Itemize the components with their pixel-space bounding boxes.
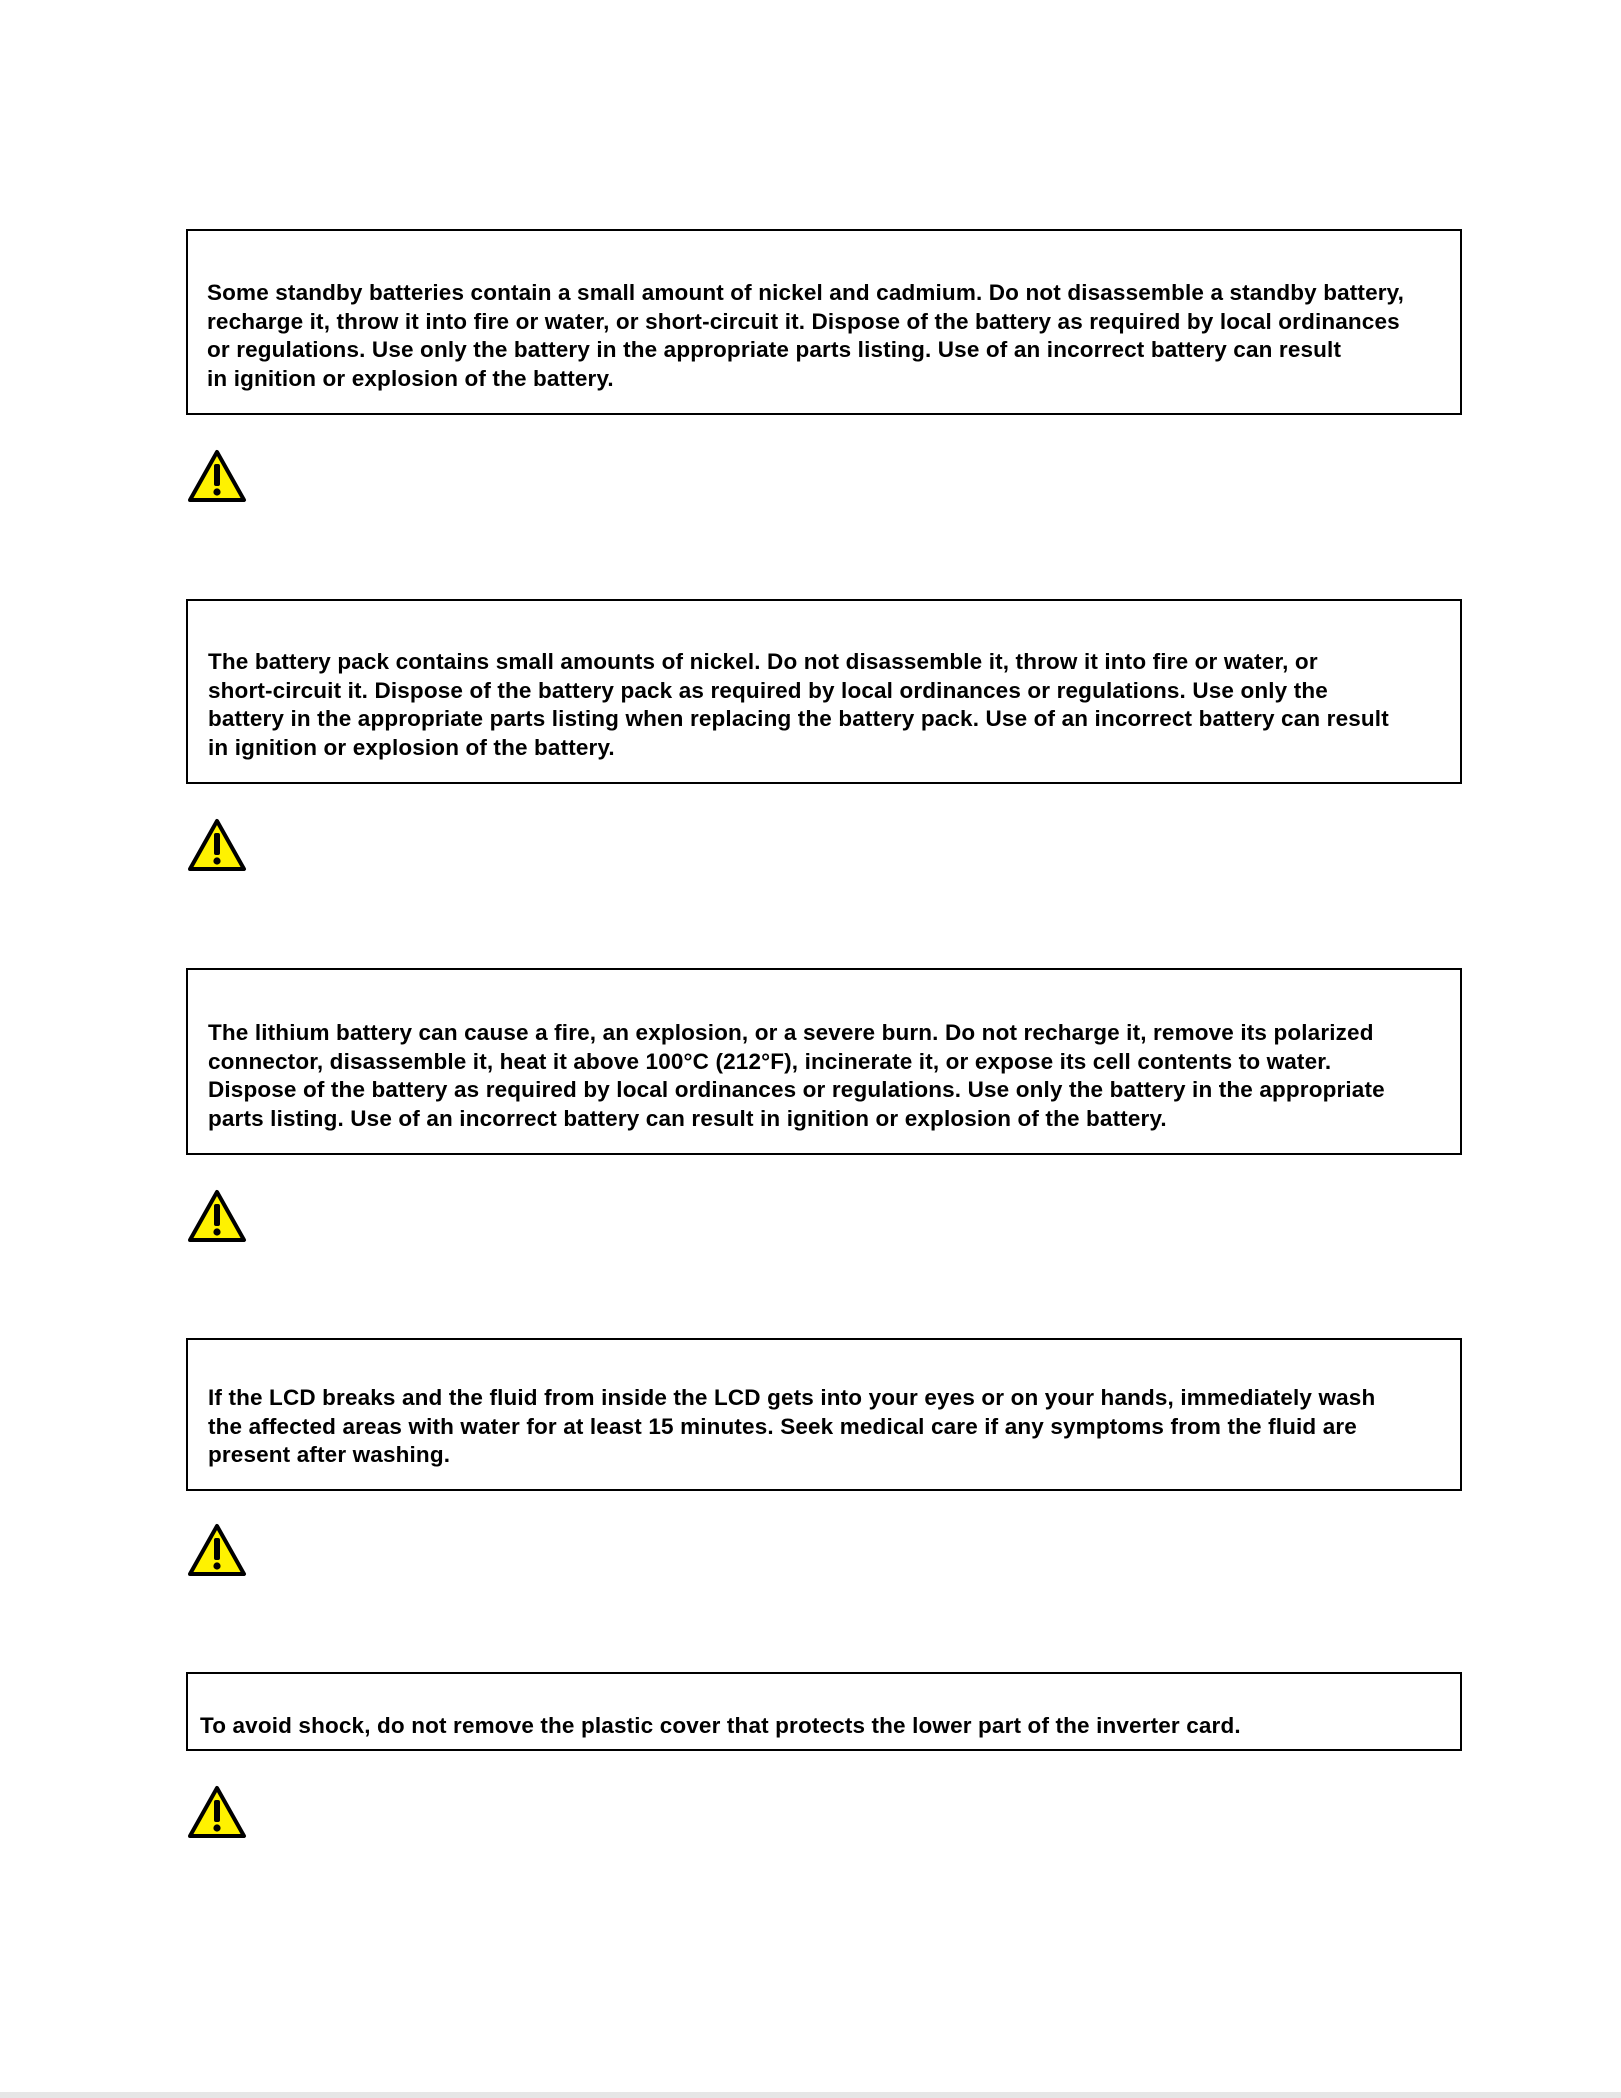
notice-line: battery in the appropriate parts listing when replacing the battery pack. Use of an incorrect battery can result bbox=[208, 706, 1389, 731]
notice-text bbox=[207, 279, 1460, 393]
notice-line: present after washing. bbox=[208, 1442, 451, 1467]
notice-line: the affected areas with water for at least 15 minutes. Seek medical care if any symptoms from the fluid are bbox=[208, 1413, 1357, 1439]
notice-line: The battery pack contains small amounts of nickel. Do not disassemble it, throw it into fire or water, or bbox=[208, 649, 1318, 674]
notice-line: short-circuit it. Dispose of the battery pack as required by local ordinances or regulations. Use only the bbox=[208, 677, 1328, 703]
page-bottom-edge bbox=[0, 2092, 1621, 2098]
notice-standby-battery bbox=[186, 229, 1462, 415]
notice-line: or regulations. Use only the battery in the appropriate parts listing. Use of an incorrect battery can result bbox=[207, 337, 1342, 362]
notice-text bbox=[208, 1384, 1460, 1470]
notice-line: recharge it, throw it into fire or water, or short-circuit it. Dispose of the battery as required by local ordinances bbox=[207, 308, 1400, 334]
notice-inverter-shock bbox=[186, 1672, 1462, 1751]
warning-triangle-icon bbox=[186, 817, 248, 873]
notice-line: parts listing. Use of an incorrect battery can result in ignition or explosion of the battery. bbox=[208, 1105, 1167, 1131]
warning-triangle-icon bbox=[186, 1188, 248, 1244]
notice-text bbox=[208, 1019, 1460, 1133]
notice-lithium-battery bbox=[186, 968, 1462, 1155]
notice-battery-pack bbox=[186, 599, 1462, 784]
notice-line: Dispose of the battery as required by local ordinances or regulations. Use only the battery in the appropriate bbox=[208, 1077, 1385, 1102]
notice-lcd-fluid bbox=[186, 1338, 1462, 1491]
warning-triangle-icon bbox=[186, 448, 248, 504]
notice-line: To avoid shock, do not remove the plastic cover that protects the lower part of the inverter card. bbox=[200, 1713, 1241, 1738]
notice-line: in ignition or explosion of the battery. bbox=[208, 734, 615, 760]
notice-line: Some standby batteries contain a small amount of nickel and cadmium. Do not disassemble a standby battery, bbox=[207, 280, 1405, 305]
notice-text bbox=[200, 1712, 1460, 1741]
warning-triangle-icon bbox=[186, 1522, 248, 1578]
notice-text bbox=[208, 648, 1460, 762]
warning-triangle-icon bbox=[186, 1784, 248, 1840]
notice-line: If the LCD breaks and the fluid from inside the LCD gets into your eyes or on your hands, immediately wash bbox=[208, 1385, 1376, 1410]
notice-line: connector, disassemble it, heat it above 100°C (212°F), incinerate it, or expose its cell contents to water. bbox=[208, 1048, 1332, 1074]
notice-line: in ignition or explosion of the battery. bbox=[207, 365, 614, 391]
notice-line: The lithium battery can cause a fire, an explosion, or a severe burn. Do not recharge it, remove its polarized bbox=[208, 1020, 1374, 1045]
